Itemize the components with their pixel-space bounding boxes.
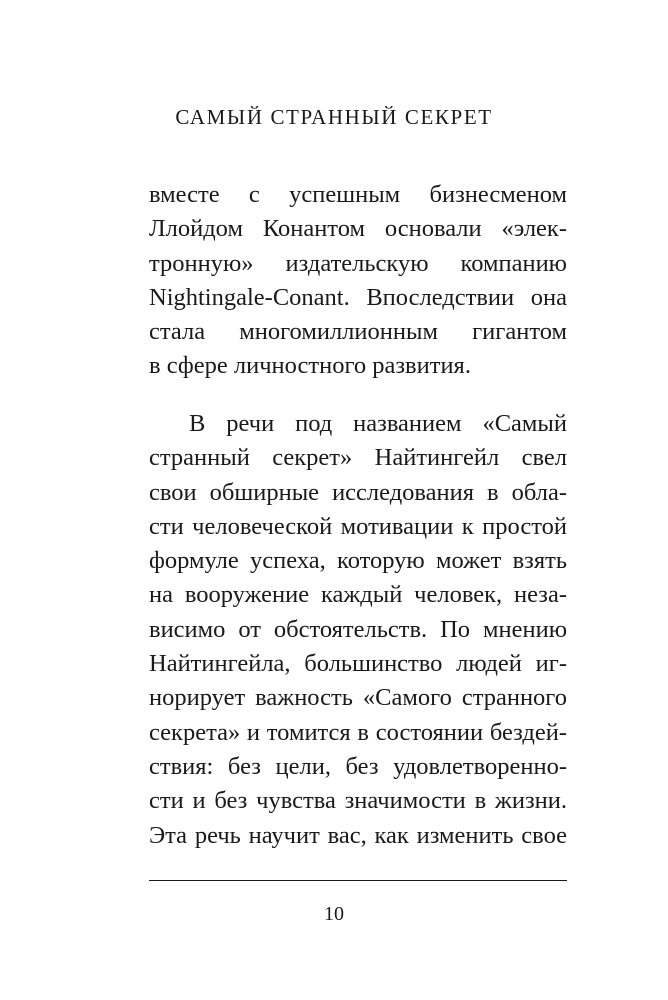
text-line: сти человеческой мотивации к простой	[149, 512, 567, 540]
paragraph-2	[149, 407, 567, 853]
page-number: 10	[324, 903, 344, 925]
text-line: стала многомиллионным гигантом	[149, 318, 567, 346]
text-line: тронную» издательскую компанию	[149, 249, 567, 277]
text-line: В речи под названием «Самый	[189, 410, 567, 437]
text-line: в сфере личностного развития.	[149, 352, 471, 380]
text-line: Ллойдом Конантом основали «элек-	[149, 215, 567, 243]
text-line: норирует важность «Самого странного	[149, 684, 567, 712]
text-line: Найтингейла, большинство людей иг-	[149, 650, 567, 678]
text-line: сти и без чувства значимости в жизни.	[149, 787, 567, 815]
text-line: вместе с успешным бизнесменом	[149, 181, 567, 208]
text-line: на вооружение каждый человек, неза-	[149, 581, 567, 609]
running-head: САМЫЙ СТРАННЫЙ СЕКРЕТ	[175, 105, 493, 129]
text-line: Эта речь научит вас, как изменить свое	[149, 821, 567, 849]
paragraph-1	[149, 178, 567, 384]
text-line: формуле успеха, которую может взять	[149, 547, 567, 575]
text-line: свои обширные исследования в обла-	[149, 478, 567, 506]
footer-rule	[149, 880, 567, 881]
text-line: висимо от обстоятельств. По мнению	[149, 615, 567, 643]
text-line: Nightingale-Conant. Впоследствии она	[149, 283, 567, 311]
text-line: ствия: без цели, без удовлетворенно-	[149, 752, 567, 780]
text-line: секрета» и томится в состоянии бездей-	[149, 718, 567, 746]
text-line: странный секрет» Найтингейл свел	[149, 444, 567, 472]
